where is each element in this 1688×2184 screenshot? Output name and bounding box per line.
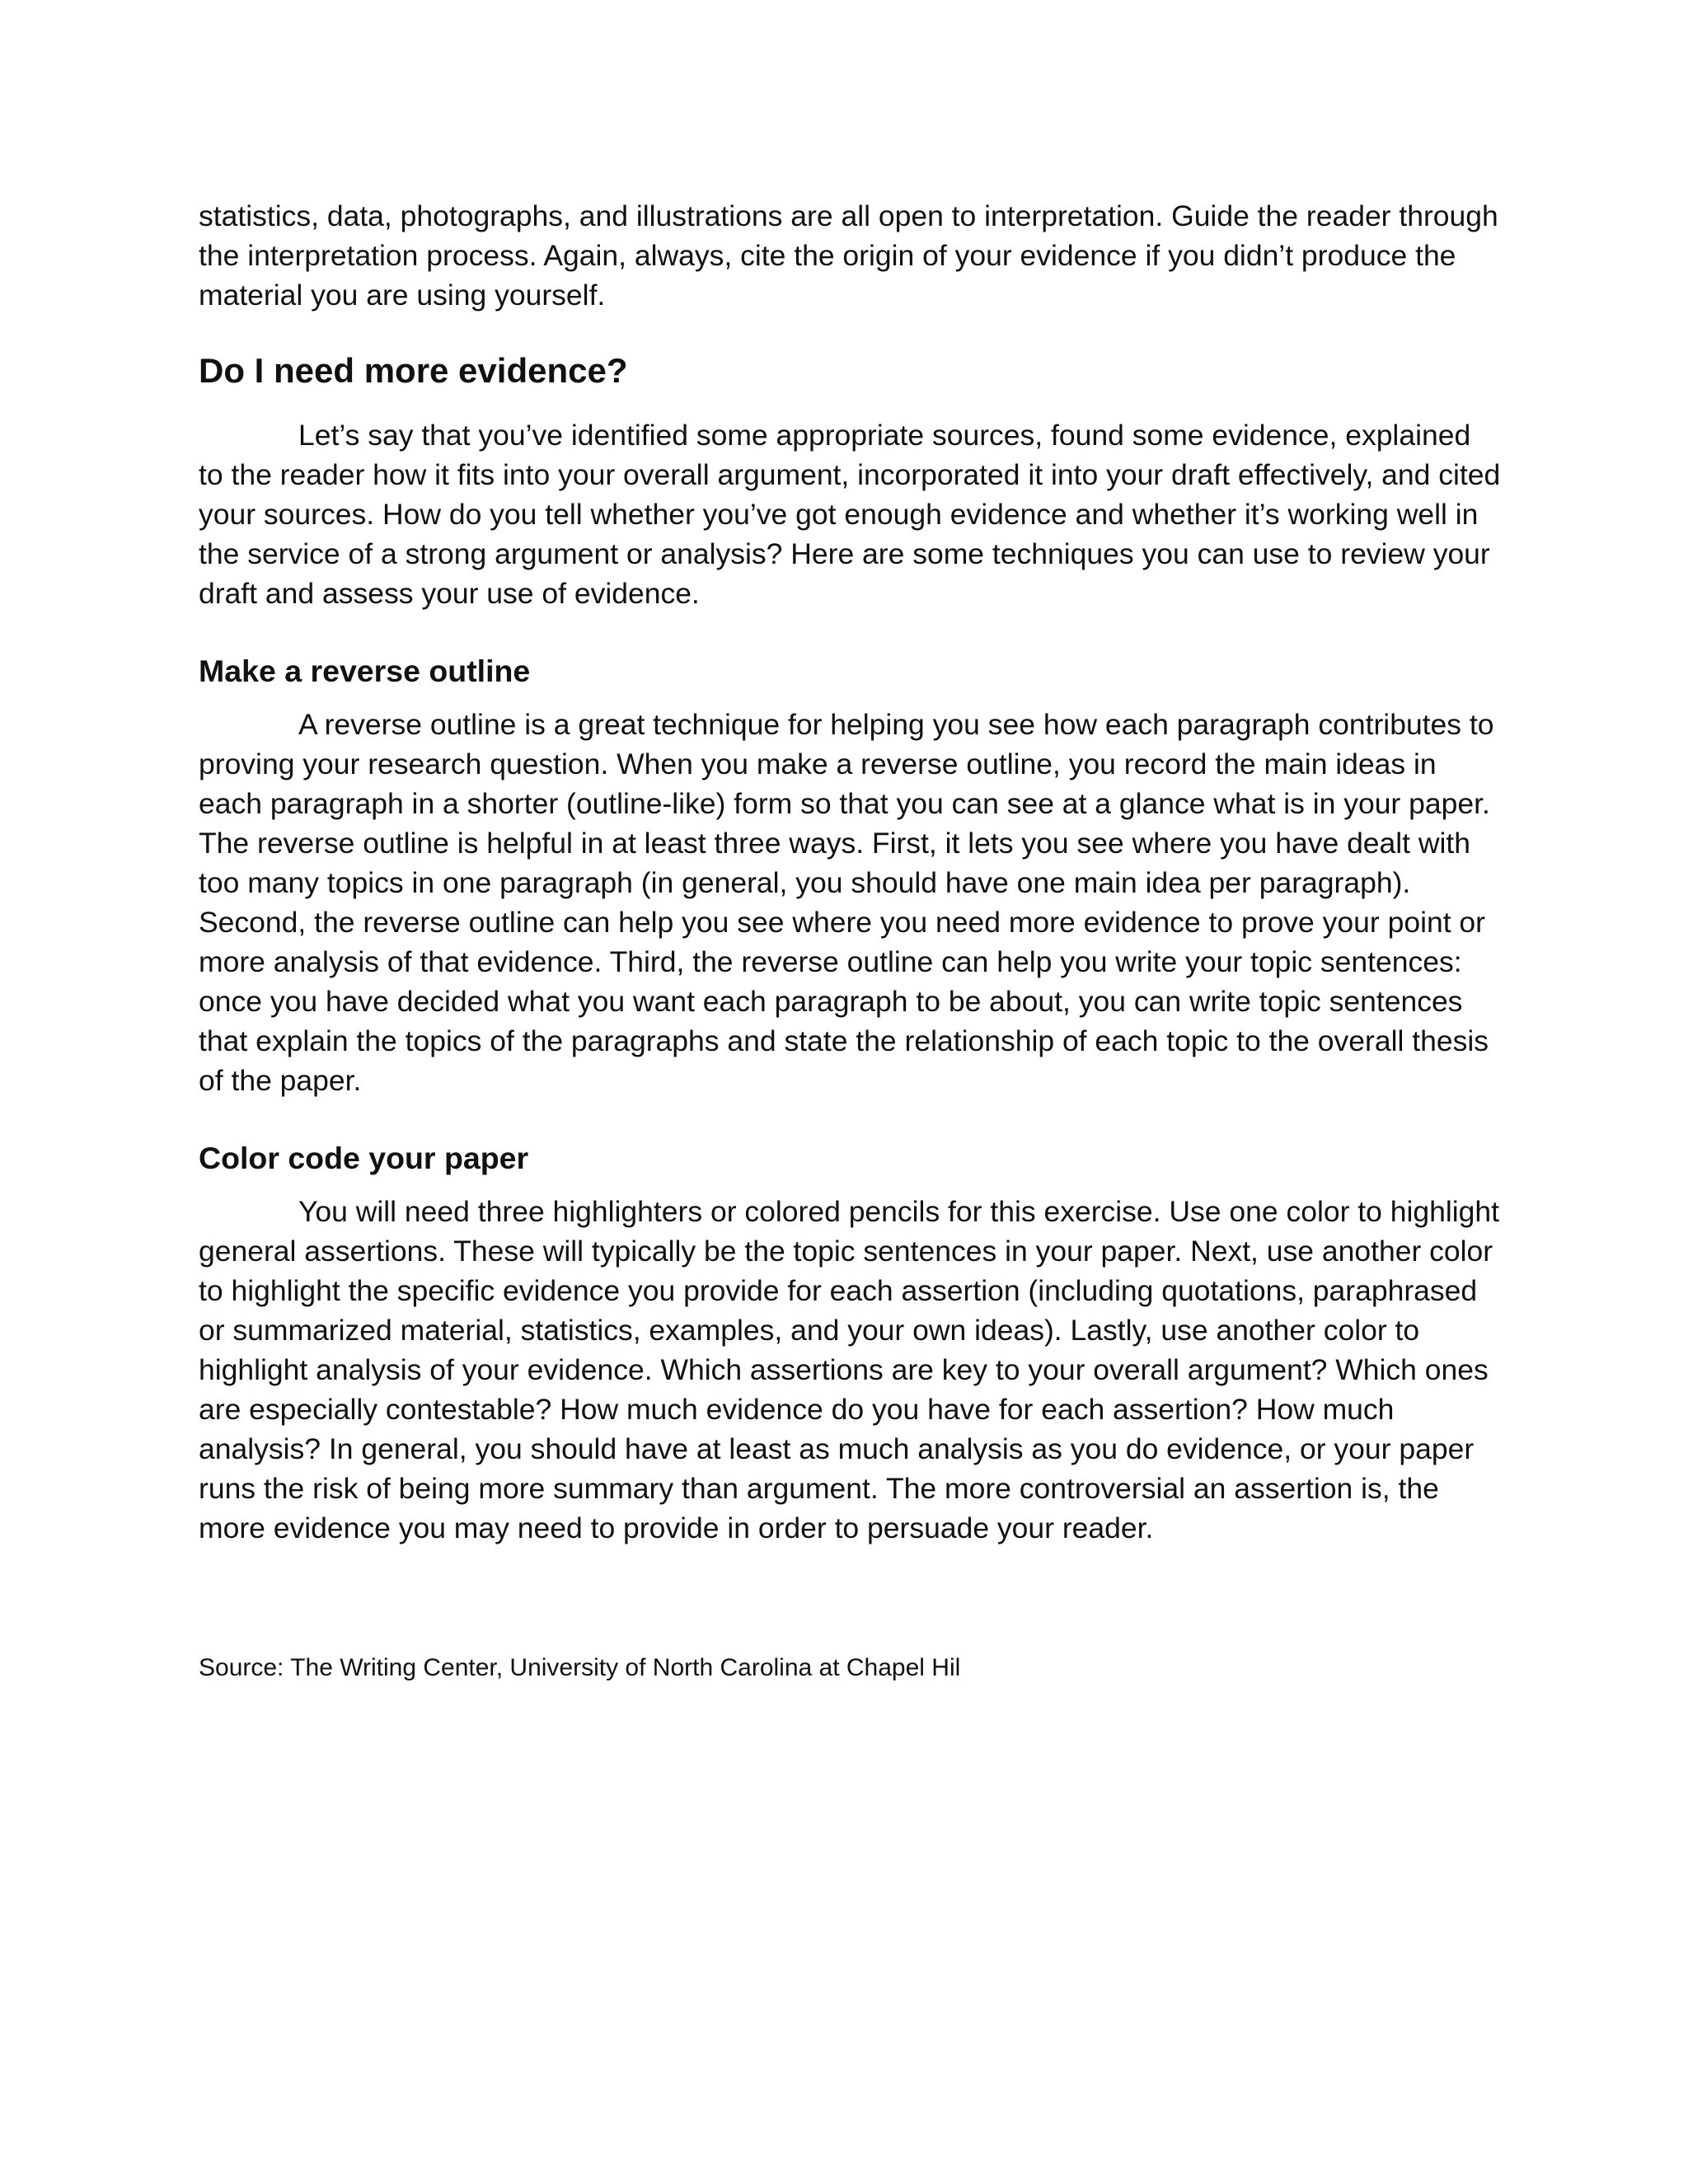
more-evidence-paragraph: Let’s say that you’ve identified some appropriate sources, found some evidence, explained to the reader how it fits into your overall argument, incorporated it into your draft effectively, and cited your sources. How do you tell whether you’ve got enough evidence and whether it’s working well in the service of a strong argument or analysis? Here are some techniques you can use to review your draft and assess your use of evidence. xyxy=(199,419,1501,610)
document-page xyxy=(199,196,1501,1685)
heading-color-code: Color code your paper xyxy=(199,1141,529,1175)
heading-more-evidence: Do I need more evidence? xyxy=(199,351,628,390)
heading-reverse-outline: Make a reverse outline xyxy=(199,654,531,688)
source-note: Source: The Writing Center, University of North Carolina at Chapel Hil xyxy=(199,1654,961,1681)
reverse-outline-paragraph: A reverse outline is a great technique for helping you see how each paragraph contributes to proving your research question. When you make a reverse outline, you record the main ideas in each paragraph in a shorter (outline-like) form so that you can see at a glance what is in your paper. The reverse outline is helpful in at least three ways. First, it lets you see where you have dealt with too many topics in one paragraph (in general, you should have one main idea per paragraph). Second, the reverse outline can help you see where you need more evidence to prove your point or more analysis of that evidence. Third, the reverse outline can help you write your topic sentences: once you have decided what you want each paragraph to be about, you can write topic sentences that explain the topics of the paragraphs and state the relationship of each topic to the overall thesis of the paper. xyxy=(199,708,1494,1097)
intro-paragraph: statistics, data, photographs, and illustrations are all open to interpretation. Guide the reader through the interpretation process. Again, always, cite the origin of your evidence if you didn’t produce the material you are using yourself. xyxy=(199,199,1498,312)
color-code-paragraph: You will need three highlighters or colored pencils for this exercise. Use one color to highlight general assertions. These will typically be the topic sentences in your paper. Next, use another color to highlight the specific evidence you provide for each assertion (including quotations, paraphrased or summarized material, statistics, examples, and your own ideas). Lastly, use another color to highlight analysis of your evidence. Which assertions are key to your overall argument? Which ones are especially contestable? How much evidence do you have for each assertion? How much analysis? In general, you should have at least as much analysis as you do evidence, or your paper runs the risk of being more summary than argument. The more controversial an assertion is, the more evidence you may need to provide in order to persuade your reader. xyxy=(199,1195,1499,1544)
